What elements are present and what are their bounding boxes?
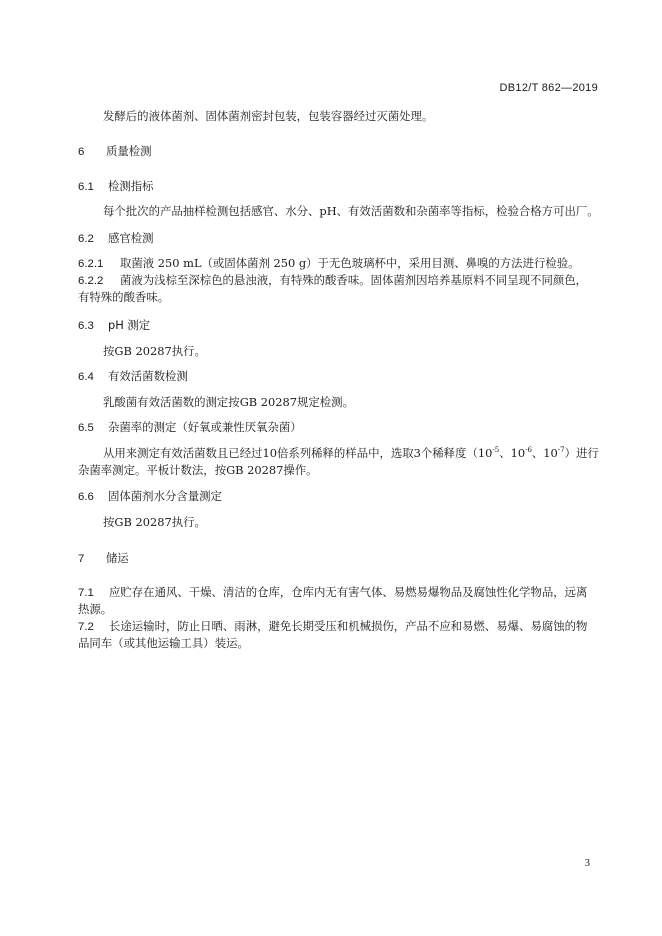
section-number: 6.3 <box>78 320 94 332</box>
section-title: 杂菌率的测定（好氧或兼性厌氧杂菌） <box>108 420 302 434</box>
section-7-heading <box>78 551 129 566</box>
section-6-6-text: 按GB 20287执行。 <box>103 515 206 529</box>
section-number: 6.5 <box>78 422 94 434</box>
dilution-separator: 、10 <box>531 446 558 460</box>
section-6-2-2-line-2: 有特殊的酸香味。 <box>78 290 170 304</box>
section-7-1-line-2: 热源。 <box>78 602 113 616</box>
section-6-4-heading <box>78 369 188 384</box>
section-title: pH 测定 <box>108 318 151 332</box>
clause-text: 取菌液 250 mL（或固体菌剂 250 g）于无色玻璃杯中，采用目测、鼻嗅的方法进行检验。 <box>120 256 580 270</box>
section-6-2-heading <box>78 231 154 246</box>
dilution-exponent: -7 <box>557 446 565 454</box>
section-6-4-text: 乳酸菌有效活菌数的测定按GB 20287规定检测。 <box>103 395 354 409</box>
section-6-6-heading <box>78 489 222 504</box>
section-6-heading <box>78 144 152 159</box>
section-number: 6.6 <box>78 491 94 503</box>
packaging-paragraph: 发酵后的液体菌剂、固体菌剂密封包装，包装容器经过灭菌处理。 <box>103 109 434 123</box>
section-number: 7 <box>78 553 85 565</box>
section-7-1-line-1 <box>78 585 587 600</box>
clause-number: 7.1 <box>78 587 94 599</box>
clause-text: 长途运输时，防止日晒、雨淋，避免长期受压和机械损伤，产品不应和易燃、易爆、易腐蚀的物 <box>109 619 588 633</box>
section-title: 感官检测 <box>108 231 154 245</box>
section-6-2-1-paragraph <box>78 256 580 271</box>
dilution-text-a: 从用来测定有效活菌数且已经过10倍系列稀释的样品中，选取3个稀释度（10 <box>103 446 493 460</box>
section-title: 检测指标 <box>108 179 154 193</box>
section-7-2-line-2: 品同车（或其他运输工具）装运。 <box>78 636 249 650</box>
section-title: 质量检测 <box>106 144 152 158</box>
section-6-1-text: 每个批次的产品抽样检测包括感官、水分、pH、有效活菌数和杂菌率等指标，检验合格方可出厂。 <box>103 204 599 218</box>
document-code-header: DB12/T 862—2019 <box>499 82 598 94</box>
section-6-5-line-1 <box>103 446 599 460</box>
dilution-text-b: ）进行 <box>564 446 599 460</box>
section-6-5-line-2: 杂菌率测定。平板计数法，按GB 20287操作。 <box>78 463 318 477</box>
dilution-separator: 、10 <box>499 446 526 460</box>
section-number: 6.2 <box>78 233 94 245</box>
clause-number: 7.2 <box>78 621 94 633</box>
section-6-2-2-line-1 <box>78 273 587 288</box>
page-number: 3 <box>584 858 590 869</box>
clause-number: 6.2.2 <box>78 275 104 287</box>
section-6-5-heading <box>78 420 302 435</box>
section-number: 6.1 <box>78 181 94 193</box>
section-6-3-heading <box>78 318 150 333</box>
section-number: 6.4 <box>78 371 94 383</box>
section-number: 6 <box>78 146 85 158</box>
dilution-exponent: -5 <box>492 446 500 454</box>
clause-text: 菌液为浅棕至深棕色的悬浊液，有特殊的酸香味。固体菌剂因培养基原料不同呈现不同颜色， <box>120 273 588 287</box>
section-title: 有效活菌数检测 <box>108 369 188 383</box>
section-title: 储运 <box>106 551 129 565</box>
section-7-2-line-1 <box>78 619 587 634</box>
section-6-3-text: 按GB 20287执行。 <box>103 344 206 358</box>
dilution-exponent: -6 <box>525 446 532 454</box>
clause-number: 6.2.1 <box>78 258 104 270</box>
clause-text: 应贮存在通风、干燥、清洁的仓库，仓库内无有害气体、易燃易爆物品及腐蚀性化学物品，远离 <box>109 585 588 599</box>
section-title: 固体菌剂水分含量测定 <box>108 489 222 503</box>
section-6-1-heading <box>78 179 154 194</box>
